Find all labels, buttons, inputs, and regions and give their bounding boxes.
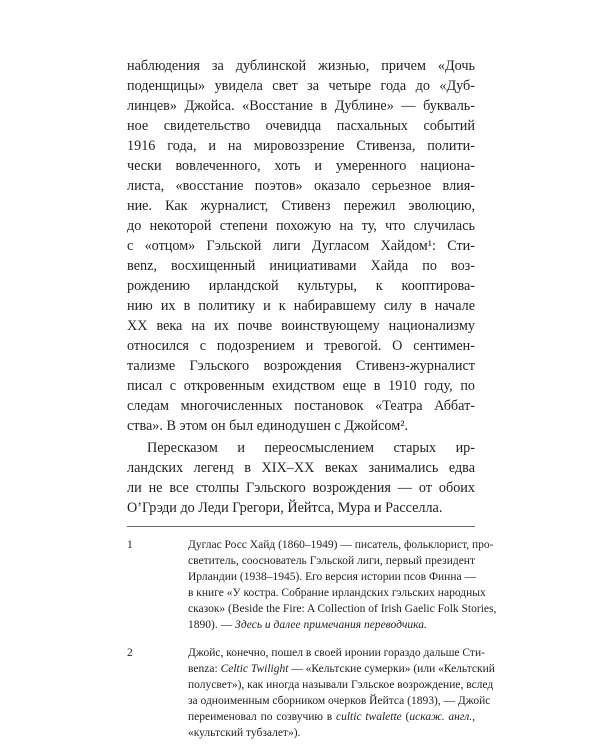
text-line: тализме Гэльского возрождения Стивенз-журналист bbox=[127, 358, 475, 374]
footnote-number: 2 bbox=[127, 647, 133, 659]
footnote-line: вenza: Celtic Twilight — «Кельтские сумерки» (или «Кельтский bbox=[188, 663, 495, 675]
text-line: до некоторой степени похожую на ту, что случилась bbox=[127, 218, 475, 234]
text-line: листа, «восстание поэтов» оказало серьезное влия- bbox=[127, 178, 475, 194]
footnote-line: «культский тубзалет»). bbox=[188, 727, 301, 739]
footnote-line: переименовал по созвучию в cultic twalette (искаж. англ., bbox=[188, 711, 475, 723]
footnote-line: Дуглас Росс Хайд (1860–1949) — писатель, фольклорист, про- bbox=[188, 539, 494, 551]
footnote-divider bbox=[127, 526, 475, 527]
text-line: с «отцом» Гэльской лиги Дугласом Хайдом¹: Сти- bbox=[127, 238, 475, 254]
footnote-line: за одноименным сборником очерков Йейтса (1893), — Джойс bbox=[188, 695, 491, 707]
text-line: 1916 года, и на мировоззрение Стивенза, полити- bbox=[127, 138, 475, 154]
text-line: ное свидетельство очевидца пасхальных событий bbox=[127, 118, 475, 134]
text-line: рождению ирландской культуры, к кооптирова- bbox=[127, 278, 475, 294]
text-line: ли не все столпы Гэльского возрождения — от обоих bbox=[127, 480, 475, 496]
text-line: линцев» Джойса. «Восстание в Дублине» — букваль- bbox=[127, 98, 475, 114]
footnote-line: в книге «У костра. Собрание ирландских гэльских народных bbox=[188, 587, 486, 599]
text-line: ландских легенд в XIX–XX веках занимались едва bbox=[127, 460, 475, 476]
text-line: чески вовлеченного, хоть и умеренного национа- bbox=[127, 158, 475, 174]
text-line: О’Грэди до Леди Грегори, Йейтса, Мура и Расселла. bbox=[127, 500, 443, 516]
footnote-line: светитель, сооснователь Гэльской лиги, первый президент bbox=[188, 555, 475, 567]
text-line: Пересказом и переосмыслением старых ир- bbox=[147, 440, 475, 456]
footnote-line: сказок» (Beside the Fire: A Collection of Irish Gaelic Folk Stories, bbox=[188, 603, 497, 615]
text-line: XX века на их почве воинствующему национализму bbox=[127, 318, 475, 334]
text-line: нию их в политику и к набиравшему силу в начале bbox=[127, 298, 475, 314]
footnote-line: Джойс, конечно, пошел в своей иронии гораздо дальше Сти- bbox=[188, 647, 485, 659]
text-line: наблюдения за дублинской жизнью, причем «Дочь bbox=[127, 58, 475, 74]
footnote-number: 1 bbox=[127, 539, 133, 551]
text-line: ства». В этом он был единодушен с Джойсом². bbox=[127, 418, 408, 434]
text-line: следам многочисленных постановок «Театра Аббат- bbox=[127, 398, 475, 414]
text-line: ние. Как журналист, Стивенз пережил эволюцию, bbox=[127, 198, 475, 214]
text-line: относился с подозрением и тревогой. О сентимен- bbox=[127, 338, 475, 354]
text-line: поденщицы» увидела свет за четыре года до «Дуб- bbox=[127, 78, 475, 94]
text-line: писал с откровенным ехидством еще в 1910 году, по bbox=[127, 378, 475, 394]
text-line: вenz, восхищенный инициативами Хайда по воз- bbox=[127, 258, 475, 274]
footnote-line: 1890). — Здесь и далее примечания переводчика. bbox=[188, 619, 427, 631]
footnote-line: полусвет»), как иногда называли Гэльское возрождение, вслед bbox=[188, 679, 494, 691]
footnote-line: Ирландии (1938–1945). Его версия истории псов Финна — bbox=[188, 571, 476, 583]
